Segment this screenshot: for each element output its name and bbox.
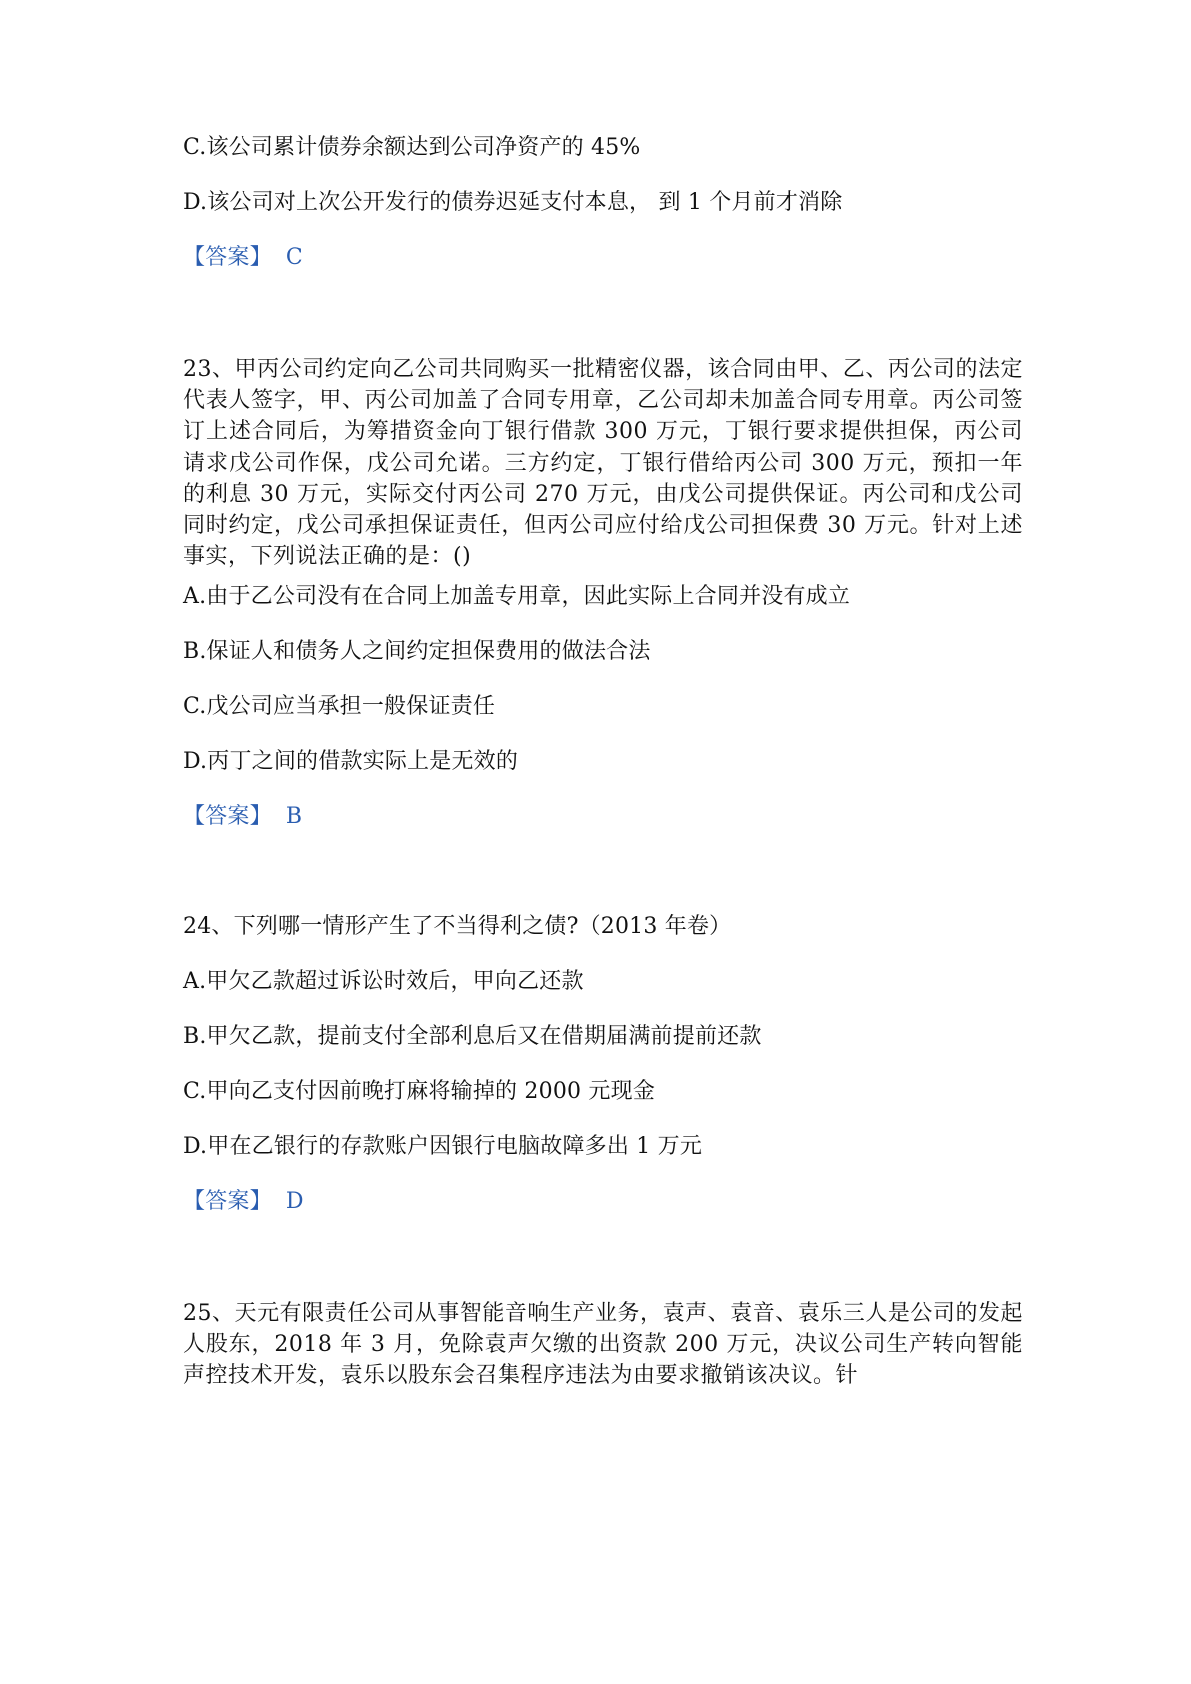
q23-option-c: C.戊公司应当承担一般保证责任 bbox=[183, 694, 496, 719]
q23-option-a: A.由于乙公司没有在合同上加盖专用章，因此实际上合同并没有成立 bbox=[183, 584, 851, 609]
q23-stem: 23、甲丙公司约定向乙公司共同购买一批精密仪器，该合同由甲、乙、丙公司的法定代表人签字，甲、丙公司加盖了合同专用章，乙公司却未加盖合同专用章。丙公司签订上述合同后，为筹措资金向丁银行借款 300 万元，丁银行要求提供担保，丙公司请求戊公司作保，戊公司允诺。三方约定，丁银行借给丙公司 300 万元，预扣一年的利息 30 万元，实际交付丙公司 270 万元，由戊公司提供保证。丙公司和戊公司同时约定，戊公司承担保证责任，但丙公司应付给戊公司担保费 30 万元。针对上述事实，下列说法正确的是：() bbox=[183, 357, 1023, 570]
q25-stem: 25、天元有限责任公司从事智能音响生产业务，袁声、袁音、袁乐三人是公司的发起人股东，2018 年 3 月，免除袁声欠缴的出资款 200 万元，决议公司生产转向智能声控技术开发，袁乐以股东会召集程序违法为由要求撤销该决议。针 bbox=[183, 1301, 1023, 1389]
answer-value: B bbox=[285, 804, 303, 829]
q23-option-d: D.丙丁之间的借款实际上是无效的 bbox=[183, 749, 519, 774]
q24-option-a: A.甲欠乙款超过诉讼时效后，甲向乙还款 bbox=[183, 969, 584, 994]
q24-option-b: B.甲欠乙款，提前支付全部利息后又在借期届满前提前还款 bbox=[183, 1024, 762, 1049]
q22-answer bbox=[183, 244, 303, 272]
q22-option-c: C.该公司累计债券余额达到公司净资产的 45% bbox=[183, 135, 641, 160]
q24-option-c: C.甲向乙支付因前晚打麻将输掉的 2000 元现金 bbox=[183, 1079, 656, 1104]
q24-answer bbox=[183, 1188, 304, 1216]
q22-option-d: D.该公司对上次公开发行的债券迟延支付本息， 到 1 个月前才消除 bbox=[183, 190, 843, 215]
q23-answer bbox=[183, 803, 302, 831]
answer-label: 【答案】 bbox=[183, 1189, 272, 1214]
q24-option-d: D.甲在乙银行的存款账户因银行电脑故障多出 1 万元 bbox=[183, 1134, 703, 1159]
q23-option-b: B.保证人和债务人之间约定担保费用的做法合法 bbox=[183, 639, 651, 664]
answer-value: C bbox=[285, 245, 303, 270]
answer-label: 【答案】 bbox=[183, 245, 272, 270]
answer-label: 【答案】 bbox=[183, 804, 272, 829]
q24-stem: 24、下列哪一情形产生了不当得利之债?（2013 年卷） bbox=[183, 914, 732, 939]
answer-value: D bbox=[285, 1189, 304, 1214]
